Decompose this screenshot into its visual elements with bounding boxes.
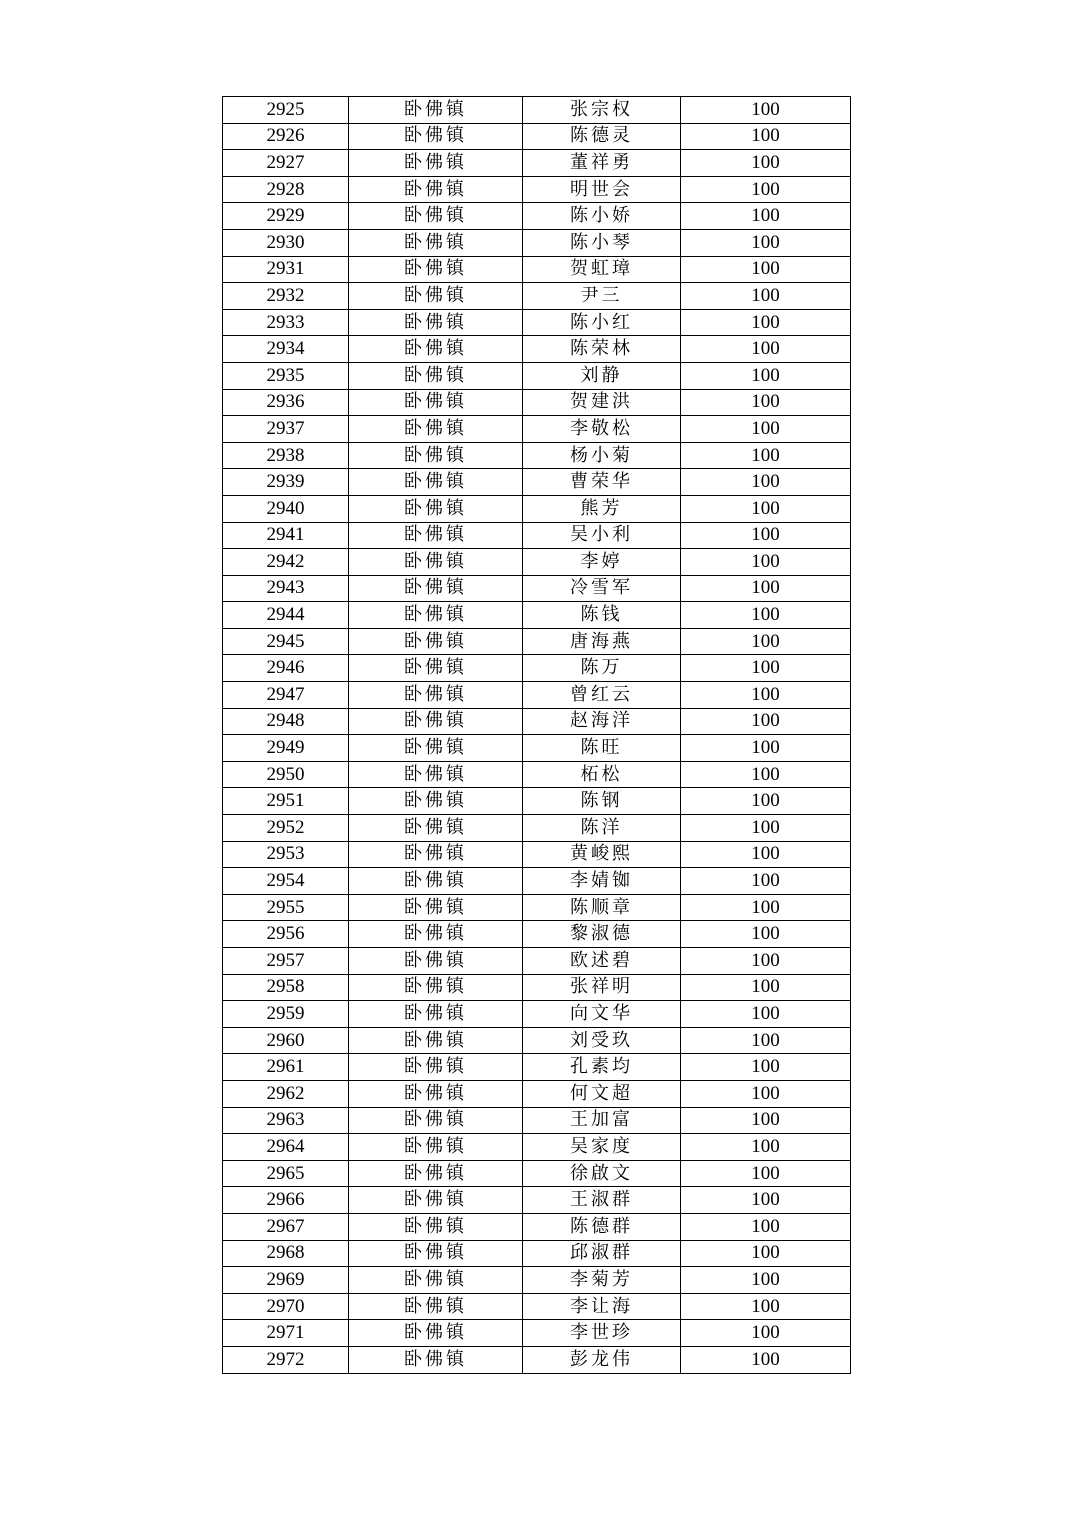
table-row [223,655,851,682]
person-name-cell: 陈顺章 [523,894,681,921]
table-row [223,176,851,203]
amount-cell: 100 [681,948,851,975]
town-cell: 卧佛镇 [349,176,523,203]
amount-cell: 100 [681,602,851,629]
town-cell: 卧佛镇 [349,921,523,948]
table-row [223,442,851,469]
subsidy-roster-table [222,96,851,1374]
person-name-cell: 陈旺 [523,735,681,762]
row-number-cell: 2969 [223,1267,349,1294]
person-name-cell: 明世会 [523,176,681,203]
amount-cell: 100 [681,229,851,256]
amount-cell: 100 [681,442,851,469]
town-cell: 卧佛镇 [349,1001,523,1028]
person-name-cell: 何文超 [523,1080,681,1107]
amount-cell: 100 [681,203,851,230]
person-name-cell: 彭龙伟 [523,1346,681,1373]
row-number-cell: 2933 [223,309,349,336]
person-name-cell: 吴家度 [523,1134,681,1161]
person-name-cell: 陈小娇 [523,203,681,230]
table-row [223,735,851,762]
town-cell: 卧佛镇 [349,815,523,842]
person-name-cell: 张祥明 [523,974,681,1001]
amount-cell: 100 [681,735,851,762]
table-row [223,203,851,230]
table-row [223,868,851,895]
table-row [223,522,851,549]
town-cell: 卧佛镇 [349,735,523,762]
amount-cell: 100 [681,628,851,655]
person-name-cell: 陈万 [523,655,681,682]
amount-cell: 100 [681,682,851,709]
town-cell: 卧佛镇 [349,761,523,788]
person-name-cell: 陈德灵 [523,123,681,150]
row-number-cell: 2955 [223,894,349,921]
amount-cell: 100 [681,655,851,682]
town-cell: 卧佛镇 [349,628,523,655]
table-row [223,1293,851,1320]
table-row [223,1346,851,1373]
row-number-cell: 2964 [223,1134,349,1161]
row-number-cell: 2968 [223,1240,349,1267]
row-number-cell: 2967 [223,1213,349,1240]
table-row [223,1027,851,1054]
amount-cell: 100 [681,150,851,177]
table-row [223,495,851,522]
row-number-cell: 2926 [223,123,349,150]
person-name-cell: 李婷 [523,549,681,576]
town-cell: 卧佛镇 [349,894,523,921]
town-cell: 卧佛镇 [349,1346,523,1373]
table-row [223,708,851,735]
person-name-cell: 李让海 [523,1293,681,1320]
person-name-cell: 陈荣林 [523,336,681,363]
table-row [223,336,851,363]
row-number-cell: 2951 [223,788,349,815]
town-cell: 卧佛镇 [349,389,523,416]
town-cell: 卧佛镇 [349,708,523,735]
person-name-cell: 陈钢 [523,788,681,815]
amount-cell: 100 [681,1187,851,1214]
amount-cell: 100 [681,815,851,842]
person-name-cell: 尹三 [523,283,681,310]
row-number-cell: 2931 [223,256,349,283]
amount-cell: 100 [681,416,851,443]
person-name-cell: 黎淑德 [523,921,681,948]
amount-cell: 100 [681,761,851,788]
town-cell: 卧佛镇 [349,1213,523,1240]
table-row [223,1054,851,1081]
town-cell: 卧佛镇 [349,150,523,177]
row-number-cell: 2972 [223,1346,349,1373]
row-number-cell: 2937 [223,416,349,443]
row-number-cell: 2929 [223,203,349,230]
table-row [223,1160,851,1187]
row-number-cell: 2939 [223,469,349,496]
person-name-cell: 陈小琴 [523,229,681,256]
row-number-cell: 2954 [223,868,349,895]
amount-cell: 100 [681,1080,851,1107]
town-cell: 卧佛镇 [349,841,523,868]
person-name-cell: 董祥勇 [523,150,681,177]
person-name-cell: 熊芳 [523,495,681,522]
amount-cell: 100 [681,123,851,150]
town-cell: 卧佛镇 [349,788,523,815]
table-row [223,1320,851,1347]
town-cell: 卧佛镇 [349,602,523,629]
town-cell: 卧佛镇 [349,1267,523,1294]
table-row [223,682,851,709]
table-row [223,841,851,868]
town-cell: 卧佛镇 [349,123,523,150]
person-name-cell: 曾红云 [523,682,681,709]
row-number-cell: 2935 [223,362,349,389]
town-cell: 卧佛镇 [349,549,523,576]
table-row [223,416,851,443]
person-name-cell: 贺虹璋 [523,256,681,283]
amount-cell: 100 [681,1320,851,1347]
row-number-cell: 2963 [223,1107,349,1134]
person-name-cell: 邱淑群 [523,1240,681,1267]
person-name-cell: 陈洋 [523,815,681,842]
table-row [223,1213,851,1240]
town-cell: 卧佛镇 [349,682,523,709]
table-row [223,389,851,416]
row-number-cell: 2947 [223,682,349,709]
row-number-cell: 2945 [223,628,349,655]
person-name-cell: 柘松 [523,761,681,788]
town-cell: 卧佛镇 [349,1320,523,1347]
row-number-cell: 2943 [223,575,349,602]
row-number-cell: 2946 [223,655,349,682]
amount-cell: 100 [681,1027,851,1054]
amount-cell: 100 [681,1293,851,1320]
amount-cell: 100 [681,256,851,283]
row-number-cell: 2966 [223,1187,349,1214]
amount-cell: 100 [681,97,851,124]
row-number-cell: 2932 [223,283,349,310]
table-row [223,948,851,975]
person-name-cell: 刘受玖 [523,1027,681,1054]
table-row [223,123,851,150]
amount-cell: 100 [681,1001,851,1028]
person-name-cell: 张宗权 [523,97,681,124]
amount-cell: 100 [681,176,851,203]
table-row [223,628,851,655]
table-row [223,1080,851,1107]
row-number-cell: 2958 [223,974,349,1001]
table-row [223,362,851,389]
person-name-cell: 贺建洪 [523,389,681,416]
person-name-cell: 王淑群 [523,1187,681,1214]
row-number-cell: 2948 [223,708,349,735]
amount-cell: 100 [681,894,851,921]
amount-cell: 100 [681,336,851,363]
amount-cell: 100 [681,1213,851,1240]
table-row [223,150,851,177]
person-name-cell: 黄峻熙 [523,841,681,868]
town-cell: 卧佛镇 [349,495,523,522]
table-row [223,974,851,1001]
amount-cell: 100 [681,575,851,602]
person-name-cell: 杨小菊 [523,442,681,469]
table-row [223,549,851,576]
amount-cell: 100 [681,469,851,496]
person-name-cell: 陈德群 [523,1213,681,1240]
row-number-cell: 2930 [223,229,349,256]
row-number-cell: 2940 [223,495,349,522]
person-name-cell: 吴小利 [523,522,681,549]
person-name-cell: 陈钱 [523,602,681,629]
table-row [223,1107,851,1134]
amount-cell: 100 [681,841,851,868]
table-row [223,788,851,815]
row-number-cell: 2965 [223,1160,349,1187]
row-number-cell: 2961 [223,1054,349,1081]
person-name-cell: 向文华 [523,1001,681,1028]
table-row [223,602,851,629]
town-cell: 卧佛镇 [349,868,523,895]
town-cell: 卧佛镇 [349,1187,523,1214]
person-name-cell: 冷雪军 [523,575,681,602]
person-name-cell: 李菊芳 [523,1267,681,1294]
town-cell: 卧佛镇 [349,575,523,602]
amount-cell: 100 [681,495,851,522]
table-row [223,761,851,788]
table-row [223,1267,851,1294]
table-row [223,1240,851,1267]
town-cell: 卧佛镇 [349,522,523,549]
amount-cell: 100 [681,389,851,416]
amount-cell: 100 [681,309,851,336]
row-number-cell: 2952 [223,815,349,842]
row-number-cell: 2944 [223,602,349,629]
person-name-cell: 李敬松 [523,416,681,443]
row-number-cell: 2941 [223,522,349,549]
amount-cell: 100 [681,788,851,815]
amount-cell: 100 [681,549,851,576]
table-row [223,894,851,921]
town-cell: 卧佛镇 [349,469,523,496]
town-cell: 卧佛镇 [349,1134,523,1161]
amount-cell: 100 [681,1346,851,1373]
row-number-cell: 2936 [223,389,349,416]
row-number-cell: 2950 [223,761,349,788]
table-row [223,1187,851,1214]
row-number-cell: 2925 [223,97,349,124]
town-cell: 卧佛镇 [349,1240,523,1267]
town-cell: 卧佛镇 [349,283,523,310]
amount-cell: 100 [681,1267,851,1294]
row-number-cell: 2928 [223,176,349,203]
row-number-cell: 2938 [223,442,349,469]
amount-cell: 100 [681,1054,851,1081]
town-cell: 卧佛镇 [349,948,523,975]
town-cell: 卧佛镇 [349,416,523,443]
row-number-cell: 2962 [223,1080,349,1107]
person-name-cell: 曹荣华 [523,469,681,496]
table-row [223,1134,851,1161]
town-cell: 卧佛镇 [349,97,523,124]
row-number-cell: 2957 [223,948,349,975]
amount-cell: 100 [681,708,851,735]
table-row [223,575,851,602]
person-name-cell: 徐啟文 [523,1160,681,1187]
person-name-cell: 陈小红 [523,309,681,336]
amount-cell: 100 [681,868,851,895]
town-cell: 卧佛镇 [349,336,523,363]
roster-table-body [223,97,851,1374]
table-row [223,309,851,336]
amount-cell: 100 [681,362,851,389]
town-cell: 卧佛镇 [349,1027,523,1054]
table-row [223,97,851,124]
town-cell: 卧佛镇 [349,203,523,230]
amount-cell: 100 [681,522,851,549]
town-cell: 卧佛镇 [349,1107,523,1134]
table-row [223,469,851,496]
table-row [223,256,851,283]
table-row [223,283,851,310]
row-number-cell: 2942 [223,549,349,576]
town-cell: 卧佛镇 [349,1160,523,1187]
town-cell: 卧佛镇 [349,1054,523,1081]
row-number-cell: 2970 [223,1293,349,1320]
row-number-cell: 2927 [223,150,349,177]
amount-cell: 100 [681,1240,851,1267]
row-number-cell: 2956 [223,921,349,948]
person-name-cell: 李婧铷 [523,868,681,895]
table-row [223,229,851,256]
town-cell: 卧佛镇 [349,309,523,336]
row-number-cell: 2960 [223,1027,349,1054]
row-number-cell: 2949 [223,735,349,762]
person-name-cell: 刘静 [523,362,681,389]
amount-cell: 100 [681,921,851,948]
person-name-cell: 李世珍 [523,1320,681,1347]
town-cell: 卧佛镇 [349,362,523,389]
amount-cell: 100 [681,283,851,310]
amount-cell: 100 [681,974,851,1001]
person-name-cell: 欧述碧 [523,948,681,975]
town-cell: 卧佛镇 [349,974,523,1001]
person-name-cell: 赵海洋 [523,708,681,735]
row-number-cell: 2959 [223,1001,349,1028]
town-cell: 卧佛镇 [349,229,523,256]
town-cell: 卧佛镇 [349,442,523,469]
town-cell: 卧佛镇 [349,1293,523,1320]
town-cell: 卧佛镇 [349,1080,523,1107]
person-name-cell: 王加富 [523,1107,681,1134]
table-row [223,921,851,948]
table-row [223,1001,851,1028]
person-name-cell: 唐海燕 [523,628,681,655]
amount-cell: 100 [681,1107,851,1134]
row-number-cell: 2953 [223,841,349,868]
town-cell: 卧佛镇 [349,256,523,283]
amount-cell: 100 [681,1160,851,1187]
amount-cell: 100 [681,1134,851,1161]
table-row [223,815,851,842]
row-number-cell: 2934 [223,336,349,363]
row-number-cell: 2971 [223,1320,349,1347]
town-cell: 卧佛镇 [349,655,523,682]
person-name-cell: 孔素均 [523,1054,681,1081]
